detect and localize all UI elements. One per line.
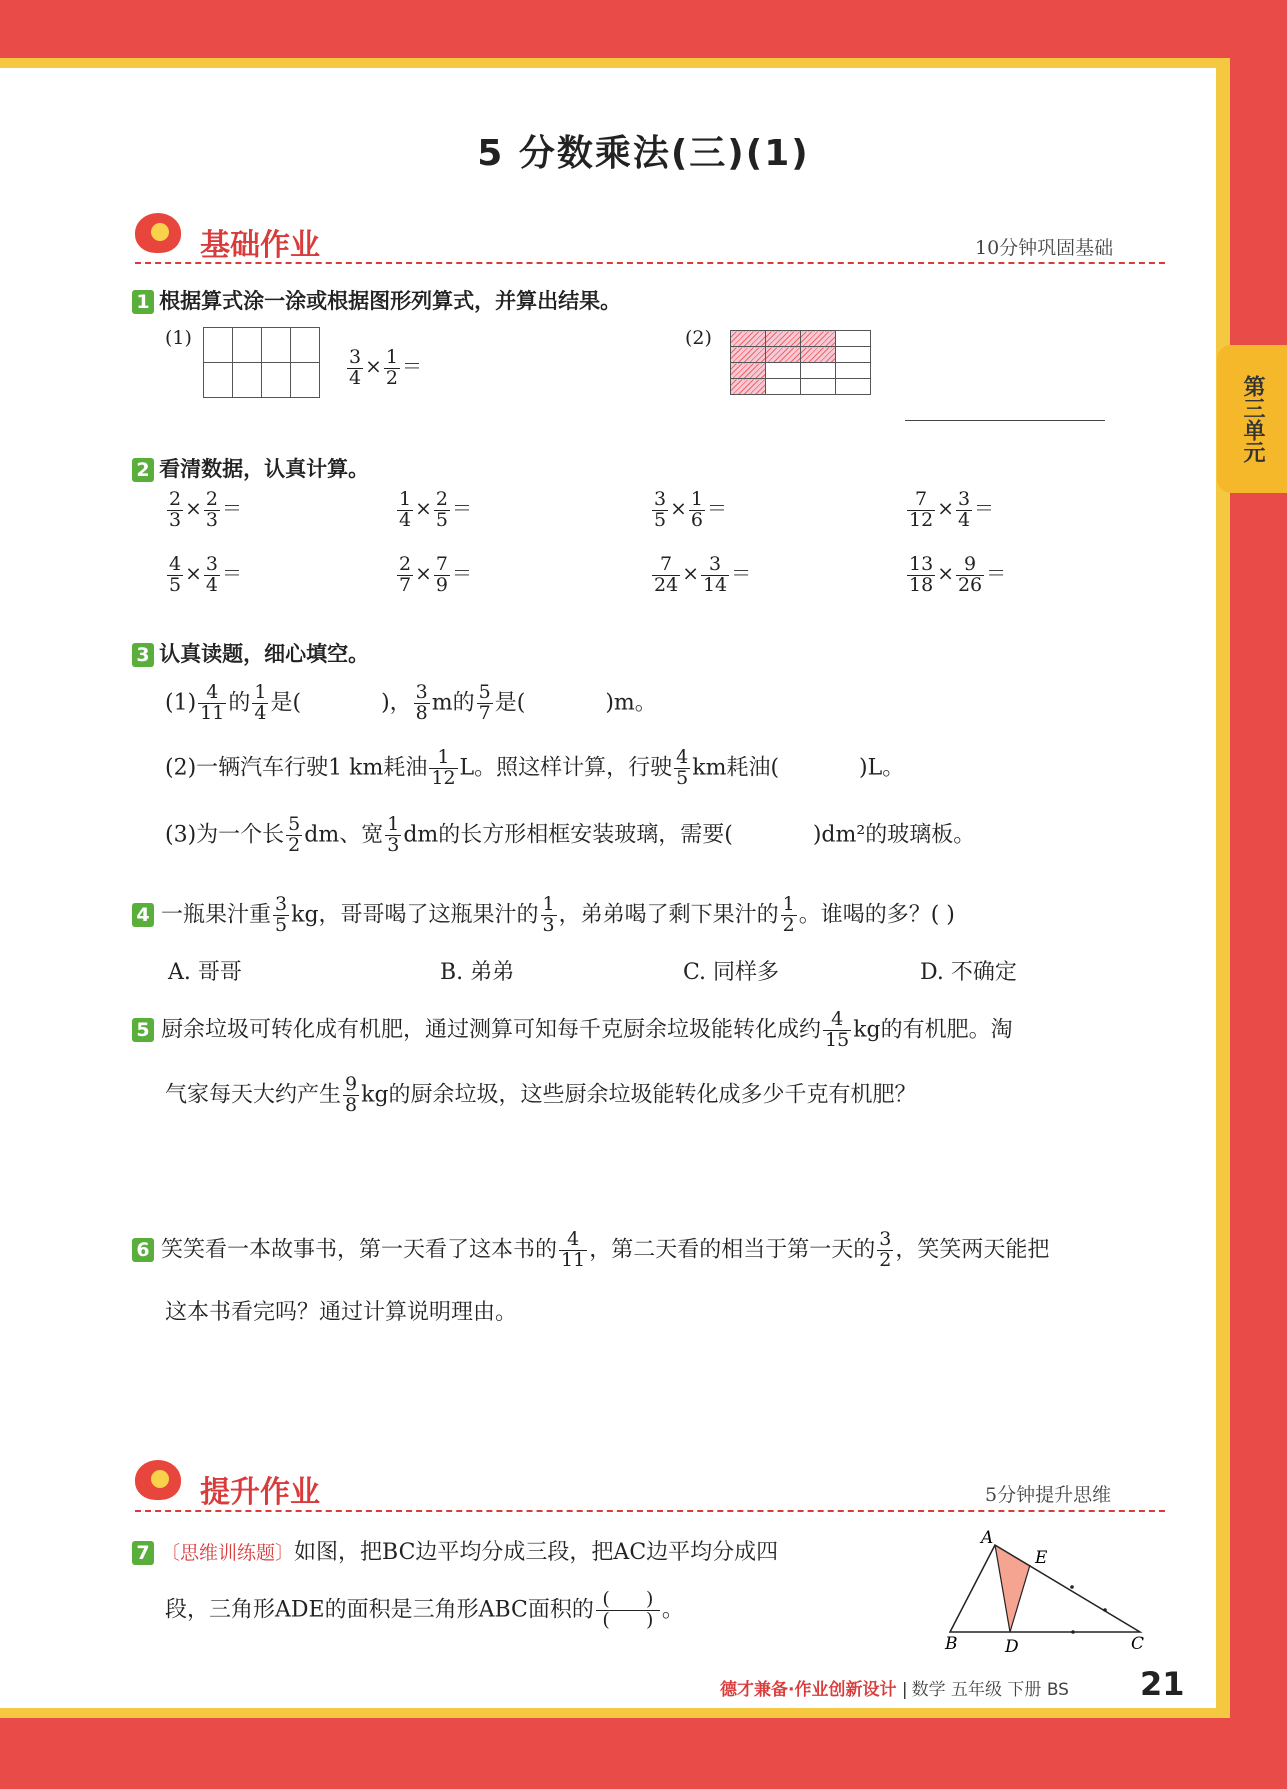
triangle-ade	[995, 1545, 1030, 1632]
section-heading: 基础作业	[200, 228, 320, 263]
expression: $\frac{3}{4}$ × $\frac{1}{2}$ ＝	[349, 346, 422, 389]
svg-text:B: B	[945, 1634, 958, 1654]
option-a[interactable]: A. 哥哥	[168, 960, 242, 985]
fraction: $\frac{3}{4}$	[349, 346, 362, 389]
svg-text:E: E	[1035, 1548, 1048, 1568]
question-1	[132, 285, 621, 315]
calc-item: $\frac{13}{18}$ × $\frac{9}{26}$ ＝	[909, 553, 1007, 596]
answer-fraction[interactable]: $\frac{( )}{( )}$	[596, 1590, 660, 1631]
question-text: 认真读题，细心填空。	[159, 642, 370, 666]
option-b[interactable]: B. 弟弟	[440, 960, 515, 985]
section-divider	[135, 1510, 1165, 1512]
question-number: 7	[132, 1541, 154, 1565]
option-d[interactable]: D. 不确定	[920, 960, 1017, 985]
q3-part3: (3)为一个长 $\frac{5}{2}$ dm、宽 $\frac{1}{3}$ dm的长方形相框安装玻璃，需要( )dm²的玻璃板。	[165, 813, 976, 856]
question-6-line2: 这本书看完吗？通过计算说明理由。	[165, 1300, 518, 1325]
calc-item: $\frac{3}{5}$ × $\frac{1}{6}$ ＝	[654, 488, 727, 531]
q3-part2: (2)一辆汽车行驶1 km耗油 $\frac{1}{12}$ L。照这样计算，行驶 $\frac{4}{5}$ km耗油( )L。	[165, 746, 905, 789]
question-6: 6 笑笑看一本故事书，第一天看了这本书的 $\frac{4}{11}$ ，第二天看的相当于第一天的 $\frac{3}{2}$ ，笑笑两天能把	[132, 1230, 1049, 1271]
question-number: 2	[132, 458, 154, 482]
bulb-icon	[135, 213, 181, 253]
question-7-line2: 段，三角形ADE的面积是三角形ABC面积的 $\frac{( )}{( )}$ 。	[165, 1588, 684, 1631]
footer: 德才兼备·作业创新设计 | 数学 五年级 下册 BS	[720, 1680, 1069, 1700]
tag: 〔思维训练题〕	[161, 1542, 295, 1564]
question-number: 3	[132, 643, 154, 667]
calc-item: $\frac{4}{5}$ × $\frac{3}{4}$ ＝	[169, 553, 242, 596]
part-label: (1)	[165, 327, 192, 349]
question-number: 5	[132, 1018, 154, 1042]
calc-item: $\frac{2}{3}$ × $\frac{2}{3}$ ＝	[169, 488, 242, 531]
svg-text:A: A	[981, 1528, 994, 1548]
section-note: 10分钟巩固基础	[975, 237, 1114, 259]
grid-2x4[interactable]	[203, 327, 320, 398]
calc-item: $\frac{7}{12}$ × $\frac{3}{4}$ ＝	[909, 488, 995, 531]
question-number: 4	[132, 903, 154, 927]
svg-text:D: D	[1005, 1637, 1019, 1655]
question-7: 7 〔思维训练题〕如图，把BC边平均分成三段，把AC边平均分成四	[132, 1535, 778, 1566]
bulb-icon	[135, 1460, 181, 1500]
question-number: 1	[132, 290, 154, 314]
question-text: 看清数据，认真计算。	[159, 457, 370, 481]
question-5-line2: 气家每天大约产生 $\frac{9}{8}$ kg的厨余垃圾，这些厨余垃圾能转化成多少千克有机肥？	[165, 1073, 917, 1116]
question-text: 根据算式涂一涂或根据图形列算式，并算出结果。	[159, 289, 622, 313]
svg-text:C: C	[1131, 1634, 1145, 1654]
triangle-diagram	[935, 1525, 1150, 1655]
q3-part1: (1) $\frac{4}{11}$ 的 $\frac{1}{4}$ 是( )， $\frac{3}{8}$ m的 $\frac{5}{7}$ 是( )m。	[165, 681, 657, 724]
question-5: 5 厨余垃圾可转化成有机肥，通过测算可知每千克厨余垃圾能转化成约 $\frac{4}{15}$ kg的有机肥。淘	[132, 1010, 1013, 1051]
question-number: 6	[132, 1238, 154, 1262]
calc-item: $\frac{2}{7}$ × $\frac{7}{9}$ ＝	[399, 553, 472, 596]
page-title: 5 分数乘法(三)(1)	[477, 133, 810, 174]
question-2	[132, 453, 369, 483]
page-number: 21	[1140, 1665, 1185, 1703]
grid-shaded	[730, 330, 871, 395]
question-4: 4 一瓶果汁重 $\frac{3}{5}$ kg，哥哥喝了这瓶果汁的 $\frac{1}{3}$ ，弟弟喝了剩下果汁的 $\frac{1}{2}$ 。谁喝的多？( )	[132, 895, 955, 936]
section-note: 5分钟提升思维	[985, 1484, 1112, 1506]
calc-item: $\frac{7}{24}$ × $\frac{3}{14}$ ＝	[654, 553, 752, 596]
section-divider	[135, 262, 1165, 264]
section-heading: 提升作业	[200, 1475, 320, 1510]
unit-tab: 第三单元	[1217, 345, 1287, 493]
answer-line[interactable]	[905, 420, 1105, 421]
option-c[interactable]: C. 同样多	[683, 960, 780, 985]
fraction: $\frac{1}{2}$	[385, 346, 398, 389]
question-3	[132, 638, 369, 668]
calc-item: $\frac{1}{4}$ × $\frac{2}{5}$ ＝	[399, 488, 472, 531]
part-label: (2)	[685, 327, 712, 349]
